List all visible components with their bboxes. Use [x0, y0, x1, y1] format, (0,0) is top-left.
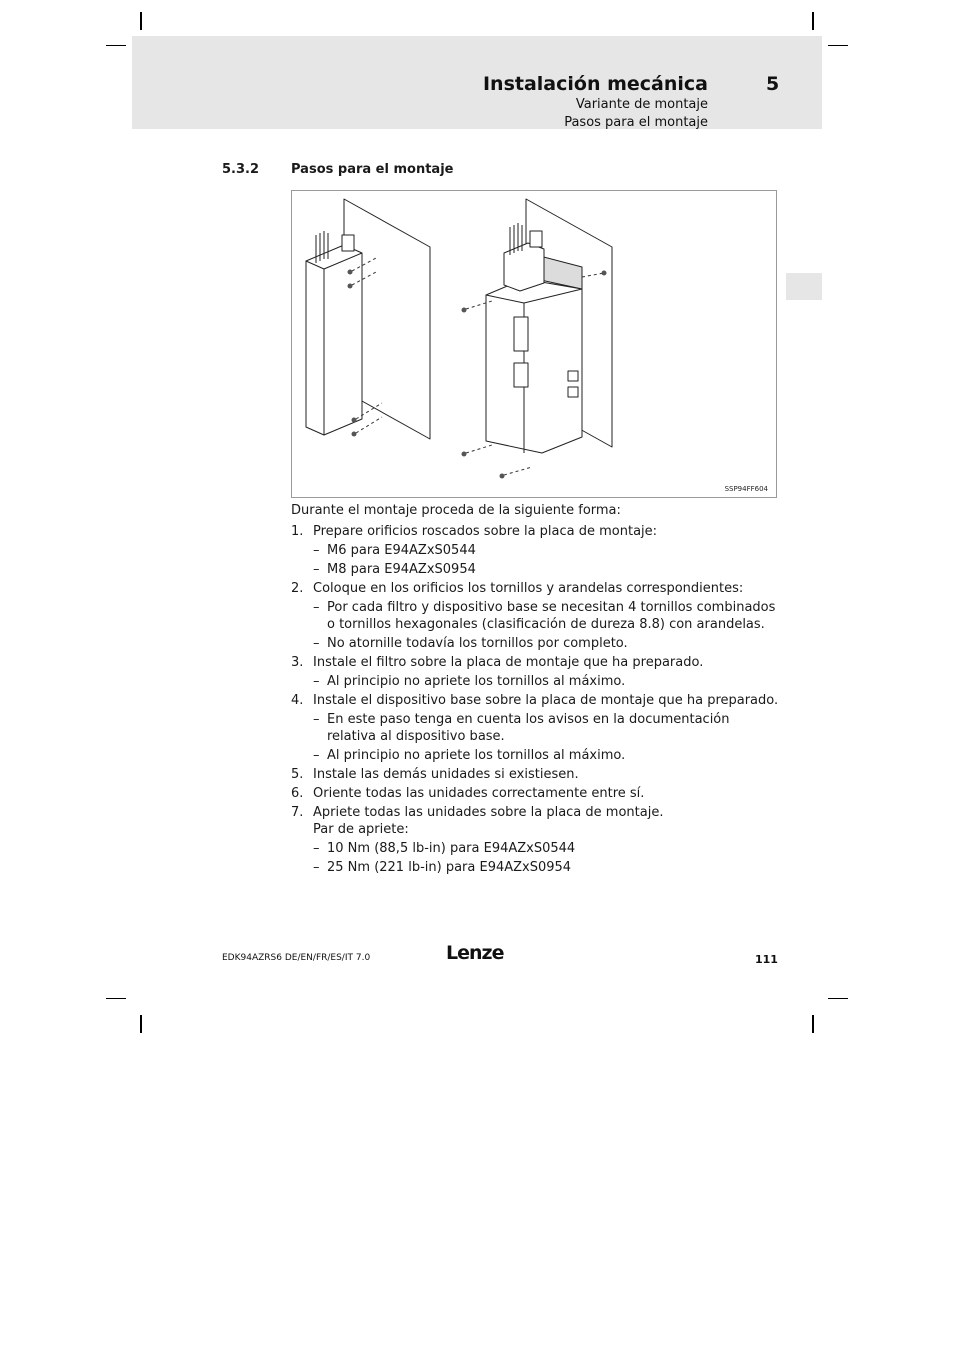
step-text-torque-label: Par de apriete: — [313, 822, 409, 837]
intro-text: Durante el montaje proceda de la siguiente forma: — [291, 503, 621, 518]
step-2 — [291, 580, 781, 597]
sub-item-text: No atornille todavía los tornillos por completo. — [327, 636, 628, 651]
step-number: 2. — [291, 581, 304, 596]
mounting-figure — [291, 190, 777, 498]
dash: – — [313, 636, 320, 651]
step-1 — [291, 523, 781, 540]
lenze-logo: Lenze — [446, 942, 504, 964]
crop-mark — [812, 1015, 814, 1033]
step-text: Oriente todas las unidades correctamente entre sí. — [313, 786, 645, 801]
crop-mark — [828, 45, 848, 46]
step-number: 3. — [291, 655, 304, 670]
section-number: 5.3.2 — [222, 162, 260, 177]
sub-item — [291, 599, 781, 633]
crop-mark — [812, 12, 814, 30]
step-3 — [291, 654, 781, 671]
sub-item — [291, 635, 781, 652]
dash: – — [313, 562, 320, 577]
chapter-side-tab — [786, 273, 822, 300]
dash: – — [313, 543, 320, 558]
step-text: Instale las demás unidades si existiesen. — [313, 767, 579, 782]
sub-item-text: 10 Nm (88,5 lb-in) para E94AZxS0544 — [327, 841, 576, 856]
step-number: 6. — [291, 786, 304, 801]
step-text: Coloque en los orificios los tornillos y arandelas correspondientes: — [313, 581, 744, 596]
section-title: Pasos para el montaje — [291, 162, 454, 177]
sub-item — [291, 711, 781, 745]
step-6 — [291, 785, 781, 802]
sub-item-text: Por cada filtro y dispositivo base se necesitan 4 tornillos combinados o tornillos hexagonales (clasificación de dureza 8.8) con arandelas. — [327, 600, 776, 632]
step-text: Prepare orificios roscados sobre la placa de montaje: — [313, 524, 658, 539]
step-number: 7. — [291, 805, 304, 820]
dash: – — [313, 712, 320, 727]
step-text: Instale el dispositivo base sobre la placa de montaje que ha preparado. — [313, 693, 779, 708]
sub-item-text: 25 Nm (221 lb-in) para E94AZxS0954 — [327, 860, 572, 875]
dash: – — [313, 860, 320, 875]
base-device — [486, 279, 582, 453]
crop-mark — [140, 12, 142, 30]
step-5 — [291, 766, 781, 783]
step-4 — [291, 692, 781, 709]
mounting-illustration — [292, 191, 778, 499]
sub-item — [291, 747, 781, 764]
sub-item — [291, 542, 781, 559]
sub-item — [291, 561, 781, 578]
chapter-title: Instalación mecánica — [482, 73, 708, 95]
dash: – — [313, 600, 320, 615]
instructions — [291, 502, 781, 876]
sub-item-text: En este paso tenga en cuenta los avisos en la documentación relativa al dispositivo base. — [327, 712, 730, 744]
dash: – — [313, 748, 320, 763]
sub-item-text: Al principio no apriete los tornillos al máximo. — [327, 748, 626, 763]
sub-item — [291, 859, 781, 876]
chapter-number: 5 — [766, 73, 780, 95]
step-text: Apriete todas las unidades sobre la placa de montaje. — [313, 805, 664, 820]
sub-item — [291, 673, 781, 690]
page-number: 111 — [755, 953, 778, 966]
dash: – — [313, 674, 320, 689]
header-band — [132, 36, 822, 129]
crop-mark — [106, 998, 126, 999]
filter-unit — [306, 245, 362, 435]
step-7 — [291, 804, 781, 838]
step-number: 1. — [291, 524, 304, 539]
crop-mark — [828, 998, 848, 999]
footer-doc-id: EDK94AZRS6 DE/EN/FR/ES/IT 7.0 — [222, 953, 371, 963]
step-number: 5. — [291, 767, 304, 782]
sub-item-text: M6 para E94AZxS0544 — [327, 543, 476, 558]
figure-code: SSP94FF604 — [724, 485, 768, 493]
dash: – — [313, 841, 320, 856]
sub-item-text: M8 para E94AZxS0954 — [327, 562, 476, 577]
crop-mark — [140, 1015, 142, 1033]
header-subtitle-1: Variante de montaje — [575, 97, 708, 112]
step-number: 4. — [291, 693, 304, 708]
header-subtitle-2: Pasos para el montaje — [564, 115, 708, 130]
sub-item-text: Al principio no apriete los tornillos al máximo. — [327, 674, 626, 689]
step-text: Instale el filtro sobre la placa de montaje que ha preparado. — [313, 655, 704, 670]
sub-item — [291, 840, 781, 857]
crop-mark — [106, 45, 126, 46]
